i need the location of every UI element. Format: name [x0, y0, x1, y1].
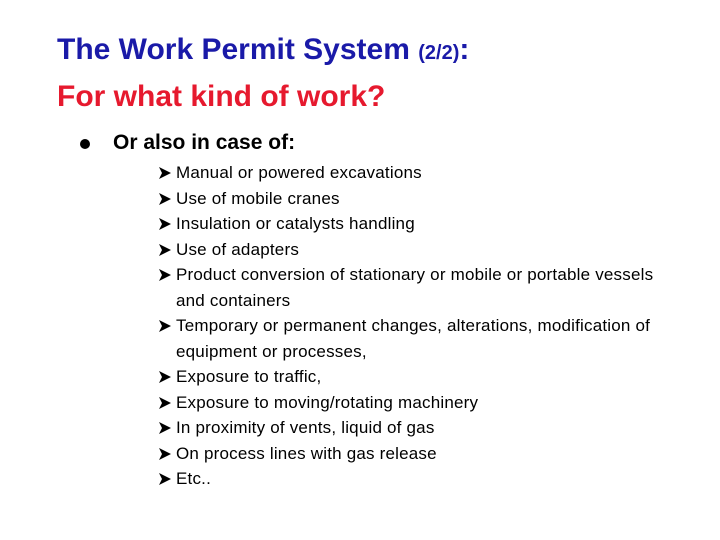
arrowhead-bullet-icon: [158, 237, 174, 263]
list-item-text: Use of adapters: [176, 239, 300, 259]
arrowhead-bullet-icon: [158, 466, 174, 492]
title-line-2: For what kind of work?: [57, 80, 386, 113]
title-main-text: The Work Permit System: [57, 33, 419, 66]
title-line-1: [57, 28, 697, 75]
list-item: [158, 186, 678, 212]
list-item: [158, 211, 678, 237]
list-item-text: Use of mobile cranes: [176, 188, 340, 208]
list-item: [158, 313, 678, 364]
arrowhead-bullet-icon: [158, 364, 174, 390]
list-item: [158, 160, 678, 186]
list-item: [158, 466, 678, 492]
list-item-text: In proximity of vents, liquid of gas: [176, 418, 435, 437]
list-item-text: Etc..: [176, 469, 212, 488]
slide-title: [57, 28, 697, 119]
main-bullet-text: Or also in case of:: [113, 131, 296, 154]
list-item-text: On process lines with gas release: [176, 443, 437, 463]
title-page-indicator: (2/2): [418, 42, 460, 64]
list-item: [158, 262, 678, 313]
list-item-text: Manual or powered excavations: [176, 163, 422, 182]
list-item-text: Exposure to traffic,: [176, 367, 322, 386]
arrowhead-bullet-icon: [158, 415, 174, 441]
arrowhead-bullet-icon: [158, 441, 174, 467]
list-item: [158, 390, 678, 416]
sub-bullet-list: [158, 160, 678, 492]
title-colon: :: [459, 33, 470, 66]
arrowhead-bullet-icon: [158, 186, 174, 212]
arrowhead-bullet-icon: [158, 262, 174, 288]
arrowhead-bullet-icon: [158, 160, 174, 186]
arrowhead-bullet-icon: [158, 313, 174, 339]
list-item-text: Insulation or catalysts handling: [176, 214, 415, 233]
list-item-text: Product conversion of stationary or mobile or portable vessels and containers: [176, 265, 654, 310]
list-item-text: Exposure to moving/rotating machinery: [176, 392, 479, 412]
round-bullet-icon: [80, 139, 90, 149]
list-item: [158, 415, 678, 441]
arrowhead-bullet-icon: [158, 390, 174, 416]
main-bullet: [80, 128, 296, 158]
list-item: [158, 441, 678, 467]
list-item-text: Temporary or permanent changes, alterations, modification of equipment or processes,: [176, 316, 651, 361]
list-item: [158, 364, 678, 390]
arrowhead-bullet-icon: [158, 211, 174, 237]
list-item: [158, 237, 678, 263]
